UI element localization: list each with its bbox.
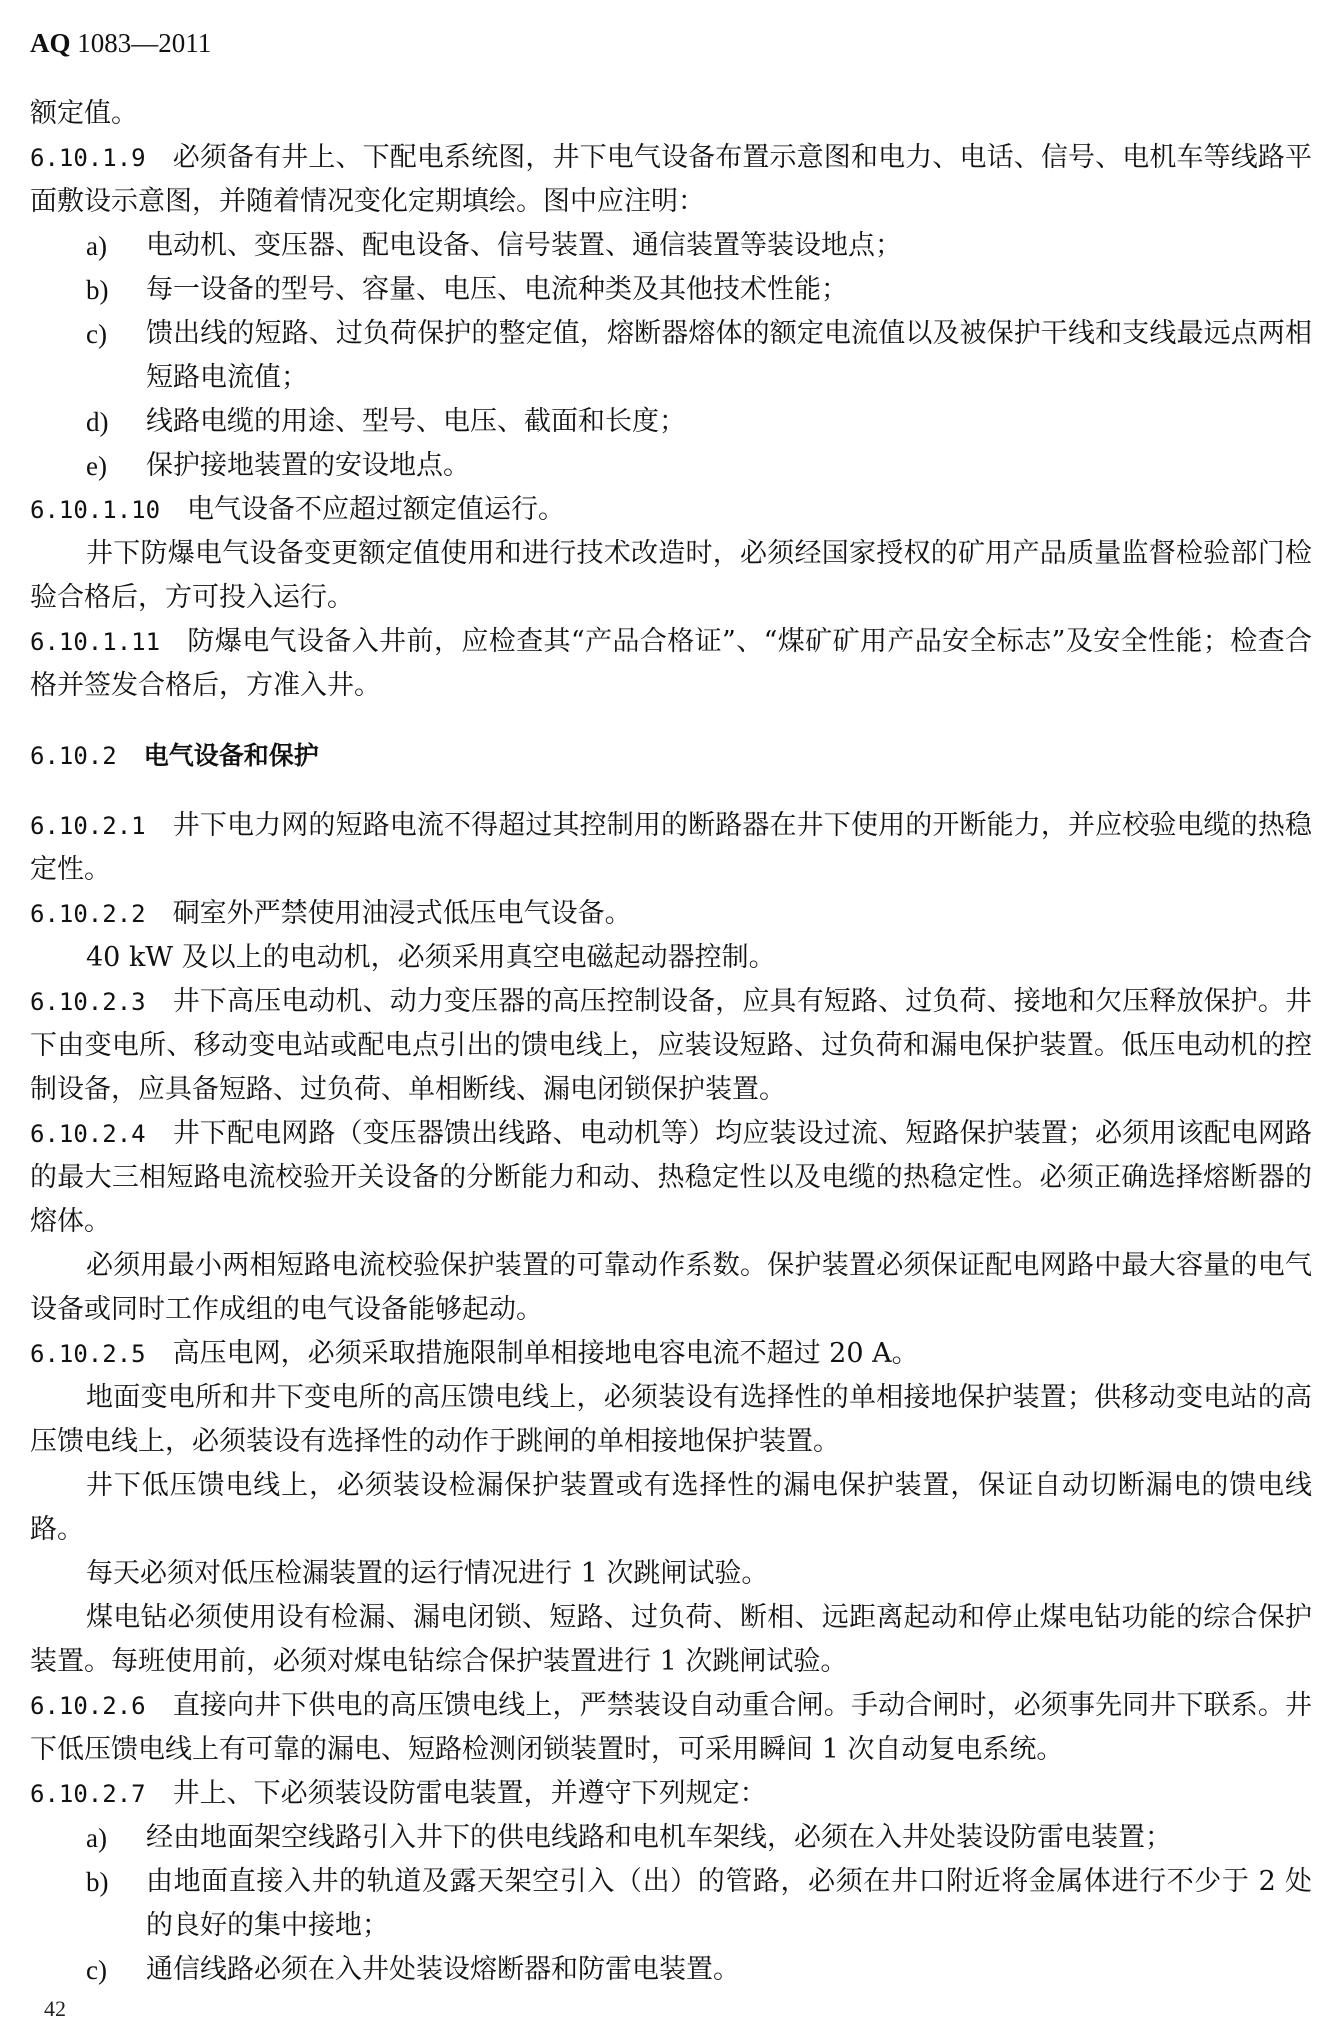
list-item-label: b) [86, 275, 109, 305]
clause-text: 额定值。 [30, 98, 138, 129]
list-item-label: c) [86, 319, 107, 349]
clause-number: 6.10.1.9 [30, 144, 146, 172]
clause [30, 804, 1312, 892]
list-item [30, 1948, 1312, 1992]
section-title: 电气设备和保护 [143, 741, 319, 770]
list-item-text: 线路电缆的用途、型号、电压、截面和长度； [146, 406, 686, 437]
clause-text: 井上、下必须装设防雷电装置，并遵守下列规定： [172, 1778, 767, 1809]
clause-text: 硐室外严禁使用油浸式低压电气设备。 [172, 898, 632, 929]
list-item-text: 馈出线的短路、过负荷保护的整定值，熔断器熔体的额定电流值以及被保护干线和支线最远点两相短路电流值； [146, 318, 1312, 393]
clause-number: 6.10.2.5 [30, 1340, 146, 1368]
clause-number: 6.10.2.1 [30, 812, 146, 840]
list-item-label: a) [86, 231, 107, 261]
clause-number: 6.10.2.4 [30, 1120, 146, 1148]
clause-text: 井下电力网的短路电流不得超过其控制用的断路器在井下使用的开断能力，并应校验电缆的热稳定性。 [30, 810, 1312, 885]
clause-text: 井下高压电动机、动力变压器的高压控制设备，应具有短路、过负荷、接地和欠压释放保护。井下由变电所、移动变电站或配电点引出的馈电线上，应装设短路、过负荷和漏电保护装置。低压电动机的控制设备，应具备短路、过负荷、单相断线、漏电闭锁保护装置。 [30, 986, 1312, 1105]
list-item-label: d) [86, 407, 109, 437]
clause-number: 6.10.2.7 [30, 1780, 146, 1808]
list-item [30, 312, 1312, 400]
clause-text: 防爆电气设备入井前，应检查其“产品合格证”、“煤矿矿用产品安全标志”及安全性能；检查合格并签发合格后，方准入井。 [30, 626, 1312, 701]
paragraph [30, 92, 1312, 136]
clause-number: 6.10.2.2 [30, 900, 146, 928]
list-item-text: 保护接地装置的安设地点。 [146, 450, 470, 481]
clause-text: 电气设备不应超过额定值运行。 [187, 494, 566, 525]
list-item-label: e) [86, 451, 107, 481]
list-item-text: 通信线路必须在入井处装设熔断器和防雷电装置。 [146, 1954, 740, 1985]
list-item [30, 1816, 1312, 1860]
standard-number: 1083—2011 [77, 28, 212, 58]
clause [30, 136, 1312, 224]
document-body [30, 92, 1312, 1992]
clause-text: 必须备有井上、下配电系统图，井下电气设备布置示意图和电力、电话、信号、电机车等线路平面敷设示意图，并随着情况变化定期填绘。图中应注明： [30, 142, 1312, 217]
list-item [30, 444, 1312, 488]
standard-code: AQ [30, 28, 71, 58]
clause-number: 6.10.2.3 [30, 988, 146, 1016]
clause-number: 6.10.1.11 [30, 628, 161, 656]
list-item [30, 1860, 1312, 1948]
clause [30, 1772, 1312, 1816]
clause-number: 6.10.2.6 [30, 1692, 146, 1720]
paragraph: 井下防爆电气设备变更额定值使用和进行技术改造时，必须经国家授权的矿用产品质量监督检验部门检验合格后，方可投入运行。 [30, 538, 1312, 613]
clause-text: 直接向井下供电的高压馈电线上，严禁装设自动重合闸。手动合闸时，必须事先同井下联系。井下低压馈电线上有可靠的漏电、短路检测闭锁装置时，可采用瞬间 1 次自动复电系统。 [30, 1690, 1312, 1765]
list-item-text: 每一设备的型号、容量、电压、电流种类及其他技术性能； [146, 274, 848, 305]
paragraph: 井下低压馈电线上，必须装设检漏保护装置或有选择性的漏电保护装置，保证自动切断漏电的馈电线路。 [30, 1470, 1312, 1545]
paragraph: 每天必须对低压检漏装置的运行情况进行 1 次跳闸试验。 [86, 1558, 769, 1589]
paragraph: 必须用最小两相短路电流校验保护装置的可靠动作系数。保护装置必须保证配电网路中最大容量的电气设备或同时工作成组的电气设备能够起动。 [30, 1250, 1312, 1325]
section-heading [30, 734, 1312, 778]
paragraph: 40 kW 及以上的电动机，必须采用真空电磁起动器控制。 [86, 942, 776, 973]
list-item-text: 经由地面架空线路引入井下的供电线路和电机车架线，必须在入井处装设防雷电装置； [146, 1822, 1172, 1853]
list-item-label: b) [86, 1867, 109, 1897]
clause [30, 892, 1312, 936]
section-number: 6.10.2 [30, 742, 117, 770]
paragraph: 地面变电所和井下变电所的高压馈电线上，必须装设有选择性的单相接地保护装置；供移动变电站的高压馈电线上，必须装设有选择性的动作于跳闸的单相接地保护装置。 [30, 1382, 1312, 1457]
list-item-label: a) [86, 1823, 107, 1853]
standard-header [30, 28, 211, 59]
list-item-text: 电动机、变压器、配电设备、信号装置、通信装置等装设地点； [146, 230, 902, 261]
clause [30, 980, 1312, 1112]
list-item [30, 224, 1312, 268]
paragraph: 煤电钻必须使用设有检漏、漏电闭锁、短路、过负荷、断相、远距离起动和停止煤电钻功能的综合保护装置。每班使用前，必须对煤电钻综合保护装置进行 1 次跳闸试验。 [30, 1602, 1312, 1677]
clause-text: 高压电网，必须采取措施限制单相接地电容电流不超过 20 A。 [172, 1338, 919, 1369]
clause-text: 井下配电网路（变压器馈出线路、电动机等）均应装设过流、短路保护装置；必须用该配电网路的最大三相短路电流校验开关设备的分断能力和动、热稳定性以及电缆的热稳定性。必须正确选择熔断器的熔体。 [30, 1118, 1312, 1237]
clause [30, 488, 1312, 532]
clause [30, 1684, 1312, 1772]
list-item [30, 400, 1312, 444]
clause [30, 1332, 1312, 1376]
list-item-text: 由地面直接入井的轨道及露天架空引入（出）的管路，必须在井口附近将金属体进行不少于 2 处的良好的集中接地； [146, 1866, 1312, 1941]
clause [30, 620, 1312, 708]
list-item [30, 268, 1312, 312]
clause-number: 6.10.1.10 [30, 496, 161, 524]
list-item-label: c) [86, 1955, 107, 1985]
clause [30, 1112, 1312, 1244]
page-number: 42 [44, 1996, 66, 2021]
